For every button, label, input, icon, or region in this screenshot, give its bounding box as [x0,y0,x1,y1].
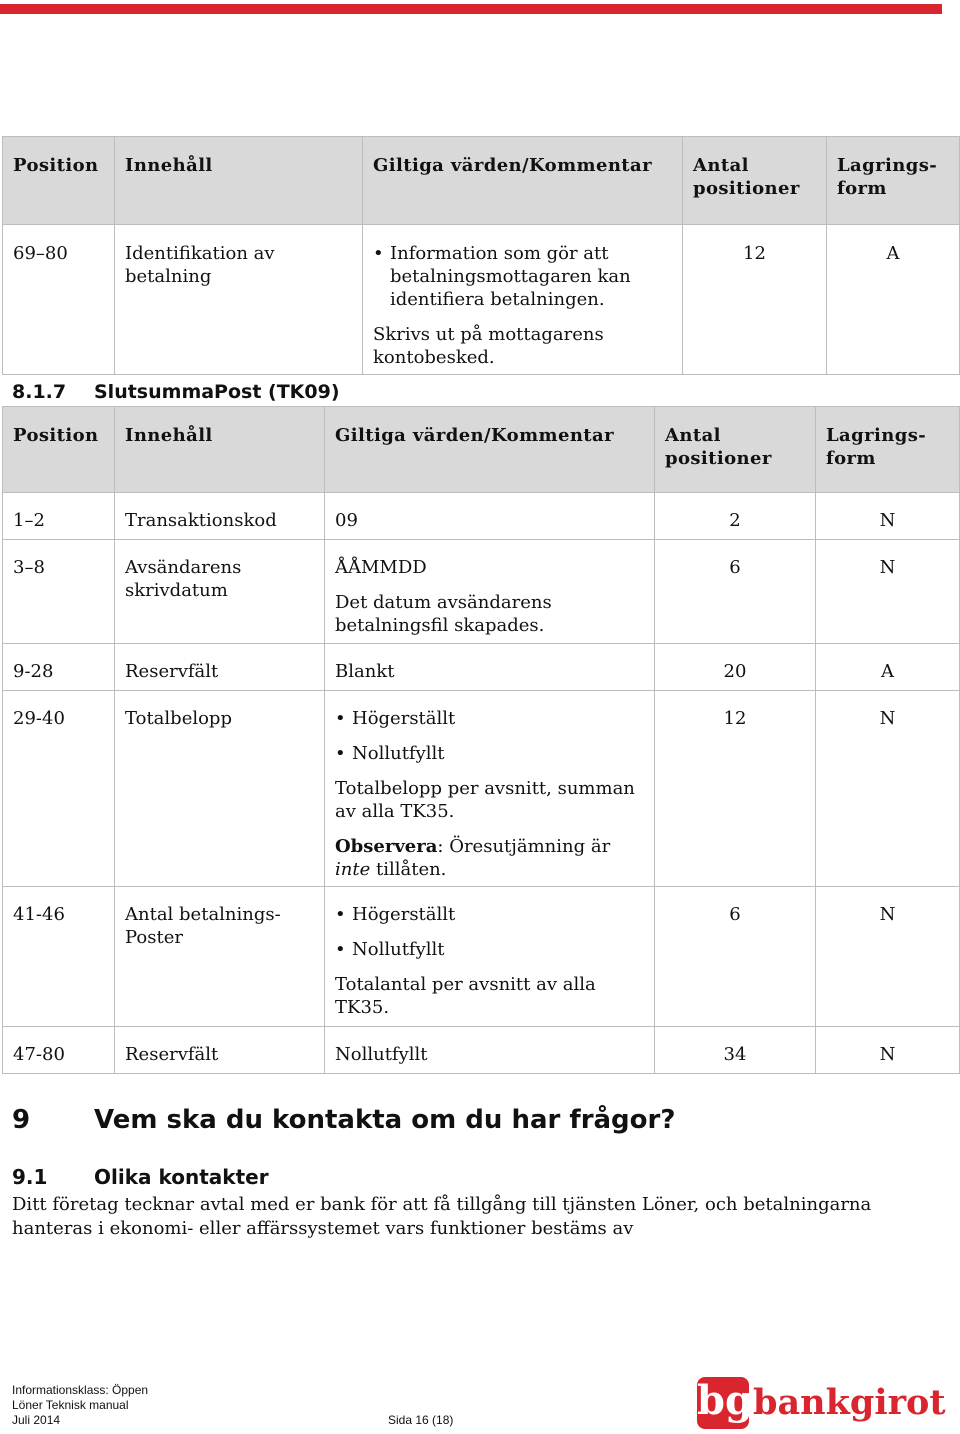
table-header-row [3,137,960,225]
cell-innehall: Reservfält [115,644,325,691]
col-header-antal: Antal positioner [655,407,816,493]
logo-wordmark: bankgirot [753,1382,946,1423]
footer-page-number: Sida 16 (18) [388,1413,454,1427]
cell-form: N [816,540,960,644]
col-header-position: Position [3,407,115,493]
section-heading-9 [12,1105,675,1135]
table-slutsummapost [2,406,960,1074]
cell-antal: 6 [655,887,816,1027]
bullet-item: • Högerställt [335,903,644,926]
col-header-innehall: Innehåll [115,137,363,225]
cell-giltiga [363,225,683,375]
cell-form: A [816,644,960,691]
obs-text: : Öresutjämning är [437,836,611,857]
cell-note: Totalantal per avsnitt av alla TK35. [335,974,596,1018]
cell-position: 29-40 [3,691,115,887]
cell-form: N [816,887,960,1027]
cell-form: N [816,493,960,540]
col-header-form: Lagrings- form [816,407,960,493]
col-header-position: Position [3,137,115,225]
cell-position: 69–80 [3,225,115,375]
section-number: 9 [12,1105,31,1135]
cell-antal: 2 [655,493,816,540]
table-row [3,644,960,691]
cell-position: 1–2 [3,493,115,540]
body-paragraph: Ditt företag tecknar avtal med er bank för att få tillgång till tjänsten Löner, och betalningarna hanteras i ekonomi- eller affärssystemet vars funktioner bestäms av [12,1194,872,1239]
cell-form: A [827,225,960,375]
section-heading-8-1-7 [12,381,340,403]
cell-giltiga: Nollutfyllt [325,1027,655,1074]
cell-antal: 6 [655,540,816,644]
cell-innehall: Avsändarens skrivdatum [115,540,325,644]
cell-note: Det datum avsändarens betalningsfil skapades. [335,592,552,636]
table-tk-continued [2,136,960,375]
obs-label: Observera [335,836,438,857]
cell-form: N [816,691,960,887]
table-row [3,540,960,644]
cell-form: N [816,1027,960,1074]
col-header-giltiga: Giltiga värden/Kommentar [363,137,683,225]
footer-date: Juli 2014 [12,1413,61,1427]
table-row [3,1027,960,1074]
cell-giltiga [325,540,655,644]
obs-end: tillåten. [370,859,447,880]
cell-position: 9-28 [3,644,115,691]
section-number: 8.1.7 [12,381,67,403]
section-number: 9.1 [12,1165,48,1189]
cell-antal: 34 [655,1027,816,1074]
table-header-row [3,407,960,493]
section-title: Olika kontakter [94,1165,269,1189]
section-title: Vem ska du kontakta om du har frågor? [94,1105,676,1135]
cell-giltiga [325,691,655,887]
table-row [3,225,960,375]
section-title: SlutsummaPost (TK09) [94,381,340,403]
cell-antal: 20 [655,644,816,691]
cell-giltiga [325,887,655,1027]
table-row [3,691,960,887]
footer-classification: Informationsklass: Öppen [12,1383,149,1397]
cell-antal: 12 [655,691,816,887]
table-row [3,493,960,540]
bankgirot-logo [697,1377,945,1429]
col-header-giltiga: Giltiga värden/Kommentar [325,407,655,493]
bullet-item: • Högerställt [335,707,644,730]
footer-doc-name: Löner Teknisk manual [12,1398,129,1412]
header-red-bar [0,4,942,14]
cell-innehall: Identifikation av betalning [115,225,363,375]
bullet-item: • Nollutfyllt [335,938,644,961]
cell-innehall: Antal betalnings- Poster [115,887,325,1027]
bullet-item: • Information som gör att betalningsmottagaren kan identifiera betalningen. [373,242,672,311]
cell-note: Skrivs ut på mottagarens kontobesked. [373,324,604,368]
section-heading-9-1 [12,1165,269,1189]
cell-position: 41-46 [3,887,115,1027]
col-header-antal: Antal positioner [683,137,827,225]
bullet-item: • Nollutfyllt [335,742,644,765]
obs-emphasis: inte [335,859,371,880]
cell-value: ÅÅMMDD [335,557,427,578]
cell-antal: 12 [683,225,827,375]
cell-note: Totalbelopp per avsnitt, summan av alla TK35. [335,778,635,822]
logo-mark-icon: bg [697,1377,749,1429]
cell-innehall: Totalbelopp [115,691,325,887]
cell-observation [335,835,644,881]
cell-position: 47-80 [3,1027,115,1074]
cell-position: 3–8 [3,540,115,644]
cell-giltiga: 09 [325,493,655,540]
table-row [3,887,960,1027]
cell-innehall: Reservfält [115,1027,325,1074]
col-header-form: Lagrings- form [827,137,960,225]
cell-innehall: Transaktionskod [115,493,325,540]
col-header-innehall: Innehåll [115,407,325,493]
cell-giltiga: Blankt [325,644,655,691]
